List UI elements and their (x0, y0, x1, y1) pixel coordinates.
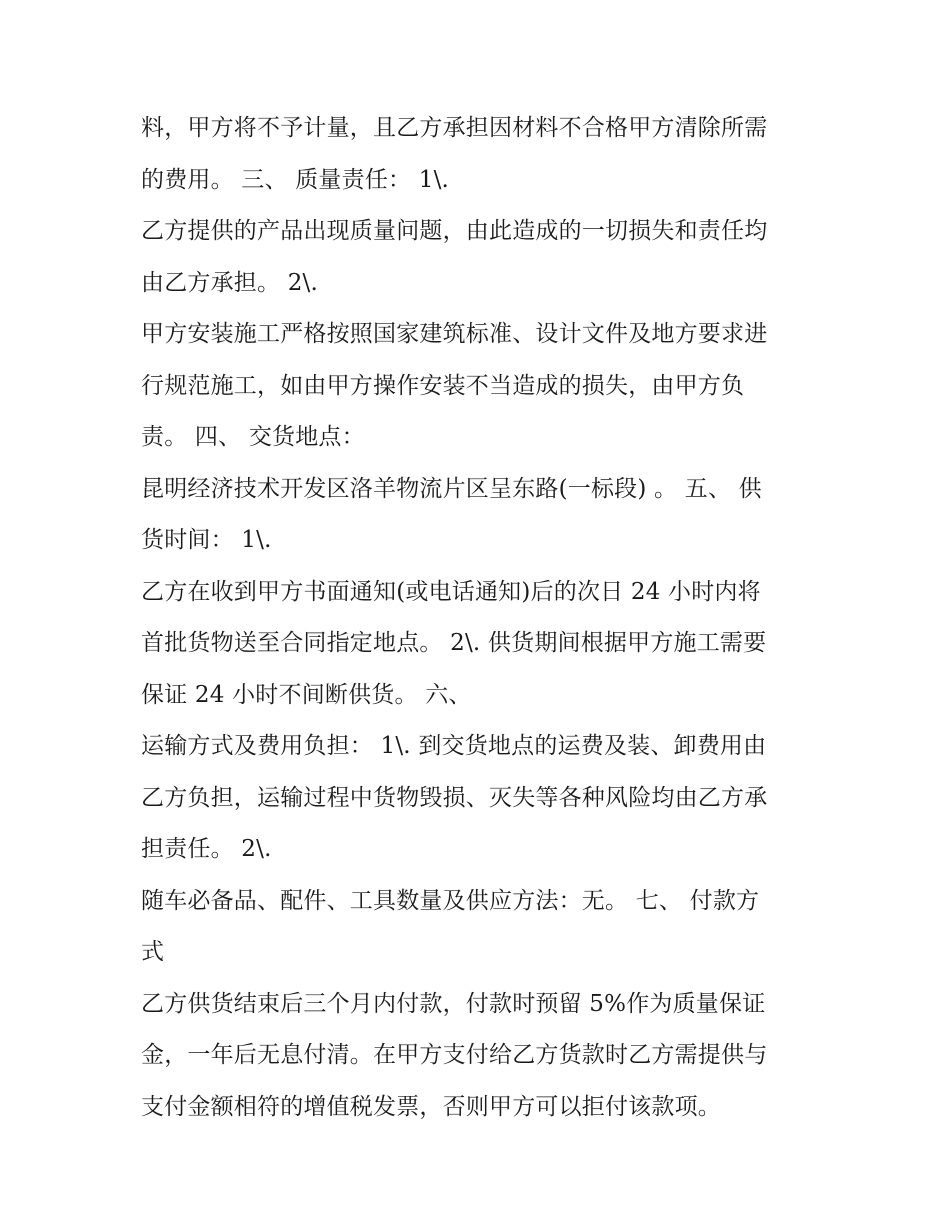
text-line: 乙方在收到甲方书面通知(或电话通知)后的次日 24 小时内将 (141, 578, 761, 605)
text-line: 的费用。 三、 质量责任： 1\. (141, 166, 450, 193)
text-line: 随车必备品、配件、工具数量及供应方法：无。 七、 付款方 (141, 887, 760, 914)
text-line: 料，甲方将不予计量，且乙方承担因材料不合格甲方清除所需 (141, 115, 768, 141)
text-line: 支付金额相符的增值税发票，否则甲方可以拒付该款项。 (141, 1093, 721, 1120)
text-line: 昆明经济技术开发区洛羊物流片区呈东路(一标段) 。 五、 供 (141, 475, 762, 502)
text-line: 责。 四、 交货地点： (141, 424, 365, 450)
text-line: 乙方供货结束后三个月内付款，付款时预留 5%作为质量保证 (141, 990, 766, 1017)
contract-text-block (141, 103, 821, 1133)
text-line: 运输方式及费用负担： 1\. 到交货地点的运费及装、卸费用由 (141, 733, 767, 759)
text-line: 货时间： 1\. (141, 527, 272, 553)
text-line: 首批货物送至合同指定地点。 2\. 供货期间根据甲方施工需要 (141, 630, 767, 656)
text-line: 由乙方承担。 2\. (141, 269, 319, 296)
text-line: 担责任。 2\. (141, 836, 272, 862)
text-line: 乙方提供的产品出现质量问题，由此造成的一切损失和责任均 (141, 218, 768, 244)
text-line: 式 (141, 939, 165, 965)
text-line: 保证 24 小时不间断供货。 六、 (141, 681, 472, 708)
text-line: 甲方安装施工严格按照国家建筑标准、设计文件及地方要求进 (141, 321, 768, 347)
text-line: 乙方负担，运输过程中货物毁损、灭失等各种风险均由乙方承 (141, 784, 768, 811)
text-line: 行规范施工，如由甲方操作安装不当造成的损失，由甲方负 (141, 372, 745, 399)
text-line: 金，一年后无息付清。在甲方支付给乙方货款时乙方需提供与 (141, 1042, 768, 1068)
